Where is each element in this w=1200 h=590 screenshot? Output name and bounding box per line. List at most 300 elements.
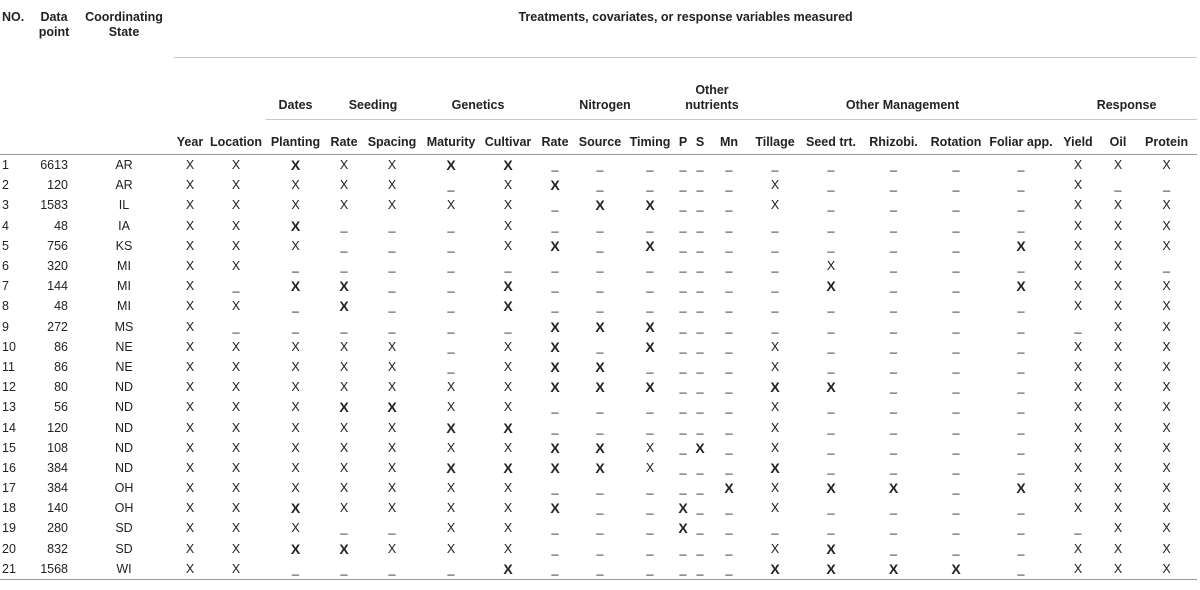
data-point-cell: 756 bbox=[47, 238, 68, 253]
measure-cell: _ bbox=[725, 279, 733, 294]
measure-cell: X bbox=[503, 298, 513, 315]
measure-cell: _ bbox=[504, 259, 512, 274]
measure-cell: _ bbox=[890, 380, 897, 395]
measure-cell: _ bbox=[827, 319, 835, 334]
measure-cell: _ bbox=[696, 339, 704, 354]
measure-cell: X bbox=[446, 521, 456, 536]
measure-cell: _ bbox=[447, 178, 455, 193]
measure-cell: X bbox=[645, 460, 655, 475]
table-row bbox=[0, 539, 1197, 559]
measure-cell: X bbox=[1073, 339, 1083, 354]
row-number: 11 bbox=[2, 359, 15, 374]
measure-cell: _ bbox=[679, 400, 687, 415]
measure-cell: X bbox=[550, 338, 560, 355]
measure-cell: _ bbox=[447, 339, 455, 354]
measure-cell: _ bbox=[827, 501, 835, 516]
measure-cell: _ bbox=[679, 279, 687, 294]
measure-cell: X bbox=[678, 520, 688, 537]
column-header: Planting bbox=[266, 120, 325, 155]
row-number: 5 bbox=[2, 238, 9, 253]
measure-cell: X bbox=[1073, 420, 1083, 435]
measure-cell: _ bbox=[890, 440, 897, 455]
measure-cell: _ bbox=[551, 400, 559, 415]
measure-cell: X bbox=[1162, 481, 1171, 496]
row-number: 1 bbox=[2, 158, 9, 173]
measure-cell: X bbox=[503, 541, 513, 556]
data-point-cell: 86 bbox=[54, 359, 68, 374]
measure-cell: X bbox=[387, 541, 397, 556]
measure-cell: _ bbox=[952, 501, 960, 516]
measure-cell: _ bbox=[696, 481, 704, 496]
measure-cell: X bbox=[1113, 238, 1123, 253]
column-header: Rhizobi. bbox=[861, 120, 926, 155]
measure-cell: _ bbox=[679, 380, 687, 395]
measure-cell: X bbox=[503, 238, 513, 253]
state-cell: IA bbox=[118, 218, 130, 233]
measure-cell: X bbox=[1073, 460, 1083, 475]
measure-cell: X bbox=[185, 279, 195, 294]
measure-cell: _ bbox=[725, 521, 733, 536]
measure-cell: _ bbox=[696, 420, 704, 435]
measure-cell: _ bbox=[679, 238, 687, 253]
measure-cell: _ bbox=[952, 400, 960, 415]
measure-cell: X bbox=[231, 218, 241, 233]
measure-cell: _ bbox=[679, 198, 687, 213]
measure-cell: _ bbox=[596, 541, 604, 556]
state-cell: ND bbox=[114, 440, 134, 455]
measure-cell: _ bbox=[890, 460, 897, 475]
measure-cell: X bbox=[861, 559, 926, 580]
measure-cell: X bbox=[185, 158, 195, 173]
measure-cell: X bbox=[185, 198, 195, 213]
measure-cell: _ bbox=[952, 481, 960, 496]
measure-cell: _ bbox=[890, 400, 897, 415]
measure-cell: _ bbox=[292, 319, 299, 334]
measure-cell: _ bbox=[646, 501, 654, 516]
column-header: Rate bbox=[325, 120, 363, 155]
measure-cell: X bbox=[1113, 460, 1123, 475]
measure-cell: X bbox=[339, 481, 349, 496]
measure-cell: X bbox=[1073, 158, 1083, 173]
data-table bbox=[0, 4, 1197, 580]
data-point-cell: 86 bbox=[54, 339, 68, 354]
measure-cell: X bbox=[550, 439, 560, 456]
measure-cell: X bbox=[1113, 218, 1123, 233]
measure-cell: _ bbox=[696, 460, 704, 475]
measure-cell: _ bbox=[447, 218, 455, 233]
measure-cell: X bbox=[1113, 521, 1123, 536]
measure-cell: X bbox=[387, 359, 397, 374]
measure-cell: _ bbox=[596, 400, 604, 415]
measure-cell: _ bbox=[388, 319, 396, 334]
measure-cell: X bbox=[387, 198, 397, 213]
measure-cell: _ bbox=[986, 559, 1056, 580]
measure-cell: X bbox=[206, 559, 266, 580]
measure-cell: _ bbox=[952, 319, 960, 334]
state-cell: ND bbox=[114, 400, 134, 415]
measure-cell: _ bbox=[551, 259, 559, 274]
measure-cell: X bbox=[231, 521, 241, 536]
measure-cell: _ bbox=[771, 238, 779, 253]
table-row bbox=[0, 478, 1197, 498]
measure-cell: X bbox=[446, 157, 456, 174]
header-no: NO. bbox=[2, 10, 25, 24]
measure-cell: X bbox=[826, 480, 836, 497]
measure-cell: _ bbox=[771, 319, 779, 334]
measure-cell: _ bbox=[725, 460, 733, 475]
measure-cell: X bbox=[446, 380, 456, 395]
state-cell: MI bbox=[117, 299, 131, 314]
column-header: Spacing bbox=[363, 120, 421, 155]
measure-cell: X bbox=[446, 541, 456, 556]
measure-cell: _ bbox=[596, 279, 604, 294]
measure-cell: _ bbox=[447, 299, 455, 314]
header-title: Treatments, covariates, or response variables measured bbox=[174, 4, 1197, 58]
measure-cell: X bbox=[291, 420, 300, 435]
state-cell: ND bbox=[114, 380, 134, 395]
measure-cell: _ bbox=[596, 218, 604, 233]
measure-cell: X bbox=[446, 501, 456, 516]
measure-cell: _ bbox=[827, 218, 835, 233]
measure-cell: X bbox=[231, 158, 241, 173]
group-other-nutrients: Other nutrients bbox=[675, 58, 749, 120]
measure-cell: _ bbox=[890, 218, 897, 233]
measure-cell: _ bbox=[890, 178, 897, 193]
measure-cell: _ bbox=[1017, 400, 1025, 415]
measure-cell: _ bbox=[725, 259, 733, 274]
measure-cell: _ bbox=[725, 380, 733, 395]
measure-cell: _ bbox=[266, 559, 325, 580]
measure-cell: X bbox=[290, 500, 301, 517]
measure-cell: X bbox=[1162, 198, 1171, 213]
measure-cell: _ bbox=[596, 299, 604, 314]
measure-cell: X bbox=[387, 339, 397, 354]
measure-cell: X bbox=[503, 359, 513, 374]
row-number: 20 bbox=[2, 541, 16, 556]
measure-cell: X bbox=[1113, 501, 1123, 516]
measure-cell: _ bbox=[725, 198, 733, 213]
measure-cell: _ bbox=[388, 299, 396, 314]
measure-cell: X bbox=[231, 259, 241, 274]
table-row bbox=[0, 397, 1197, 417]
measure-cell: X bbox=[1073, 238, 1083, 253]
data-point-cell: 384 bbox=[47, 460, 68, 475]
measure-cell: X bbox=[1073, 198, 1083, 213]
measure-cell: X bbox=[1162, 440, 1171, 455]
column-header: Location bbox=[206, 120, 266, 155]
column-header: Foliar app. bbox=[986, 120, 1056, 155]
measure-cell: _ bbox=[771, 521, 779, 536]
state-cell: IL bbox=[118, 198, 130, 213]
data-point-cell: 56 bbox=[54, 400, 68, 415]
measure-cell: _ bbox=[1017, 299, 1025, 314]
measure-cell: X bbox=[231, 440, 241, 455]
measure-cell: _ bbox=[596, 339, 604, 354]
measure-cell: X bbox=[1100, 559, 1136, 580]
row-number: 14 bbox=[2, 420, 16, 435]
measure-cell: _ bbox=[535, 559, 575, 580]
measure-cell: _ bbox=[1074, 521, 1082, 536]
measure-cell: X bbox=[770, 481, 780, 496]
table-row bbox=[0, 498, 1197, 518]
data-point-cell: 120 bbox=[47, 178, 68, 193]
measure-cell: _ bbox=[771, 259, 779, 274]
measure-cell: X bbox=[1073, 259, 1083, 274]
measure-cell: X bbox=[174, 559, 206, 580]
measure-cell: X bbox=[749, 559, 801, 580]
measure-cell: _ bbox=[1017, 440, 1025, 455]
measure-cell: _ bbox=[725, 339, 733, 354]
measure-cell: _ bbox=[725, 541, 733, 556]
measure-cell: X bbox=[339, 158, 349, 173]
measure-cell: X bbox=[1113, 380, 1123, 395]
measure-cell: _ bbox=[696, 359, 704, 374]
measure-cell: X bbox=[926, 559, 986, 580]
measure-cell: _ bbox=[646, 259, 654, 274]
measure-cell: X bbox=[339, 198, 349, 213]
table-row bbox=[0, 417, 1197, 437]
measure-cell: X bbox=[1162, 501, 1171, 516]
measure-cell: _ bbox=[679, 481, 687, 496]
measure-cell: _ bbox=[1017, 198, 1025, 213]
measure-cell: _ bbox=[952, 359, 960, 374]
measure-cell: X bbox=[1162, 400, 1171, 415]
measure-cell: _ bbox=[596, 238, 604, 253]
measure-cell: _ bbox=[551, 420, 559, 435]
measure-cell: X bbox=[1162, 218, 1171, 233]
measure-cell: X bbox=[339, 380, 349, 395]
measure-cell: _ bbox=[725, 440, 733, 455]
table-row bbox=[0, 337, 1197, 357]
measure-cell: X bbox=[1113, 319, 1123, 334]
table-row bbox=[0, 276, 1197, 296]
data-point-cell: 140 bbox=[47, 501, 68, 516]
column-header: Seed trt. bbox=[801, 120, 861, 155]
measure-cell: _ bbox=[952, 198, 960, 213]
measure-cell: _ bbox=[679, 218, 687, 233]
measure-cell: X bbox=[645, 379, 655, 396]
measure-cell: _ bbox=[696, 319, 704, 334]
measure-cell: X bbox=[1113, 259, 1123, 274]
measure-cell: _ bbox=[890, 420, 897, 435]
measure-cell: _ bbox=[827, 359, 835, 374]
measure-cell: X bbox=[595, 439, 605, 456]
measure-cell: X bbox=[1162, 319, 1171, 334]
table-row bbox=[0, 458, 1197, 478]
measure-cell: _ bbox=[646, 279, 654, 294]
measure-cell: X bbox=[185, 400, 195, 415]
measure-cell: _ bbox=[827, 238, 835, 253]
measure-cell: _ bbox=[388, 238, 396, 253]
measure-cell: _ bbox=[679, 440, 687, 455]
measure-cell: X bbox=[1073, 299, 1083, 314]
table-row bbox=[0, 518, 1197, 538]
measure-cell: X bbox=[291, 339, 300, 354]
measure-cell: _ bbox=[551, 521, 559, 536]
measure-cell: _ bbox=[551, 299, 559, 314]
measure-cell: X bbox=[387, 158, 397, 173]
measure-cell: _ bbox=[679, 460, 687, 475]
measure-cell: _ bbox=[646, 481, 654, 496]
measure-cell: _ bbox=[827, 400, 835, 415]
column-header: Tillage bbox=[749, 120, 801, 155]
measure-cell: _ bbox=[551, 279, 559, 294]
measure-cell: _ bbox=[725, 178, 733, 193]
measure-cell: X bbox=[387, 460, 397, 475]
group-other-management: Other Management bbox=[749, 58, 1056, 120]
measure-cell: X bbox=[503, 278, 513, 295]
measure-cell: _ bbox=[725, 238, 733, 253]
measure-cell: X bbox=[185, 339, 195, 354]
row-number: 18 bbox=[2, 501, 16, 516]
measure-cell: X bbox=[770, 459, 780, 476]
measure-cell: _ bbox=[952, 299, 960, 314]
measure-cell: _ bbox=[827, 521, 835, 536]
row-number: 15 bbox=[2, 440, 16, 455]
measure-cell: X bbox=[1162, 158, 1171, 173]
measure-cell: _ bbox=[646, 158, 654, 173]
measure-cell: X bbox=[231, 380, 241, 395]
measure-cell: X bbox=[770, 178, 780, 193]
measure-cell: _ bbox=[890, 279, 897, 294]
table-row bbox=[0, 377, 1197, 397]
measure-cell: _ bbox=[447, 359, 455, 374]
measure-cell: X bbox=[446, 459, 456, 476]
group-nitrogen: Nitrogen bbox=[535, 58, 675, 120]
measure-cell: _ bbox=[646, 359, 654, 374]
measure-cell: _ bbox=[725, 299, 733, 314]
measure-cell: X bbox=[503, 400, 513, 415]
measure-cell: _ bbox=[890, 259, 897, 274]
measure-cell: X bbox=[339, 339, 349, 354]
measure-cell: _ bbox=[1017, 178, 1025, 193]
data-point-cell: 1568 bbox=[34, 559, 74, 580]
measure-cell: _ bbox=[292, 259, 299, 274]
measure-cell: _ bbox=[679, 178, 687, 193]
measure-cell: X bbox=[231, 178, 241, 193]
measure-cell: X bbox=[503, 481, 513, 496]
measure-cell: _ bbox=[890, 541, 897, 556]
measure-cell: _ bbox=[725, 319, 733, 334]
state-cell: MS bbox=[114, 319, 134, 334]
measure-cell: _ bbox=[696, 238, 704, 253]
measure-cell: _ bbox=[696, 178, 704, 193]
measure-cell: X bbox=[503, 501, 513, 516]
measure-cell: X bbox=[1113, 279, 1123, 294]
measure-cell: _ bbox=[952, 380, 960, 395]
measure-cell: _ bbox=[952, 521, 960, 536]
measure-cell: _ bbox=[952, 440, 960, 455]
measure-cell: X bbox=[770, 501, 780, 516]
measure-cell: _ bbox=[827, 440, 835, 455]
measure-cell: X bbox=[645, 338, 655, 355]
measure-cell: X bbox=[770, 541, 780, 556]
measure-cell: X bbox=[339, 460, 349, 475]
measure-cell: _ bbox=[709, 559, 749, 580]
measure-cell: _ bbox=[890, 501, 897, 516]
measure-cell: X bbox=[1113, 158, 1123, 173]
measure-cell: _ bbox=[232, 279, 240, 294]
measure-cell: X bbox=[503, 521, 513, 536]
measure-cell: _ bbox=[725, 218, 733, 233]
measure-cell: X bbox=[770, 359, 780, 374]
state-cell: ND bbox=[114, 420, 134, 435]
measure-cell: _ bbox=[679, 339, 687, 354]
measure-cell: X bbox=[185, 359, 195, 374]
measure-cell: _ bbox=[363, 559, 421, 580]
data-point-cell: 272 bbox=[47, 319, 68, 334]
measure-cell: _ bbox=[292, 299, 299, 314]
measure-cell: _ bbox=[646, 299, 654, 314]
measure-cell: _ bbox=[646, 420, 654, 435]
measure-cell: X bbox=[1113, 481, 1123, 496]
row-number: 12 bbox=[2, 380, 16, 395]
table-row bbox=[0, 256, 1197, 276]
table-row bbox=[0, 438, 1197, 458]
measure-cell: X bbox=[446, 400, 456, 415]
measure-cell: X bbox=[826, 379, 836, 396]
measure-cell: X bbox=[185, 259, 195, 274]
measure-cell: X bbox=[1136, 559, 1197, 580]
state-cell: KS bbox=[115, 238, 133, 253]
group-genetics: Genetics bbox=[421, 58, 535, 120]
measure-cell: _ bbox=[340, 319, 348, 334]
measure-cell: X bbox=[1016, 480, 1026, 497]
measure-cell: X bbox=[339, 501, 349, 516]
measure-cell: _ bbox=[827, 339, 835, 354]
measure-cell: X bbox=[770, 379, 780, 396]
measure-cell: X bbox=[595, 197, 605, 214]
measure-cell: _ bbox=[1114, 178, 1122, 193]
measure-cell: _ bbox=[679, 259, 687, 274]
measure-cell: _ bbox=[646, 178, 654, 193]
table-row bbox=[0, 317, 1197, 337]
measure-cell: _ bbox=[646, 521, 654, 536]
measure-cell: _ bbox=[725, 400, 733, 415]
measure-cell: X bbox=[1056, 559, 1100, 580]
measure-cell: X bbox=[339, 440, 349, 455]
measure-cell: X bbox=[595, 459, 605, 476]
measure-cell: _ bbox=[447, 259, 455, 274]
row-number: 8 bbox=[2, 299, 9, 314]
measure-cell: X bbox=[291, 481, 300, 496]
measure-cell: X bbox=[724, 480, 734, 497]
measure-cell: _ bbox=[679, 158, 687, 173]
column-header: Timing bbox=[625, 120, 675, 155]
measure-cell: X bbox=[695, 439, 705, 456]
measure-cell: X bbox=[1113, 198, 1123, 213]
measure-cell: X bbox=[1113, 541, 1123, 556]
measure-cell: _ bbox=[890, 299, 897, 314]
measure-cell: X bbox=[291, 380, 300, 395]
measure-cell: X bbox=[770, 198, 780, 213]
measure-cell: _ bbox=[1017, 460, 1025, 475]
measure-cell: X bbox=[503, 157, 513, 174]
measure-cell: X bbox=[1113, 299, 1123, 314]
measure-cell: _ bbox=[952, 420, 960, 435]
measure-cell: X bbox=[291, 178, 300, 193]
measure-cell: X bbox=[503, 339, 513, 354]
measure-cell: _ bbox=[827, 420, 835, 435]
row-number: 21 bbox=[0, 559, 34, 580]
measure-cell: _ bbox=[625, 559, 675, 580]
measure-cell: X bbox=[185, 460, 195, 475]
measure-cell: X bbox=[1162, 238, 1171, 253]
measure-cell: X bbox=[290, 540, 301, 557]
measure-cell: X bbox=[446, 481, 456, 496]
measure-cell: _ bbox=[551, 218, 559, 233]
measure-cell: _ bbox=[340, 238, 348, 253]
